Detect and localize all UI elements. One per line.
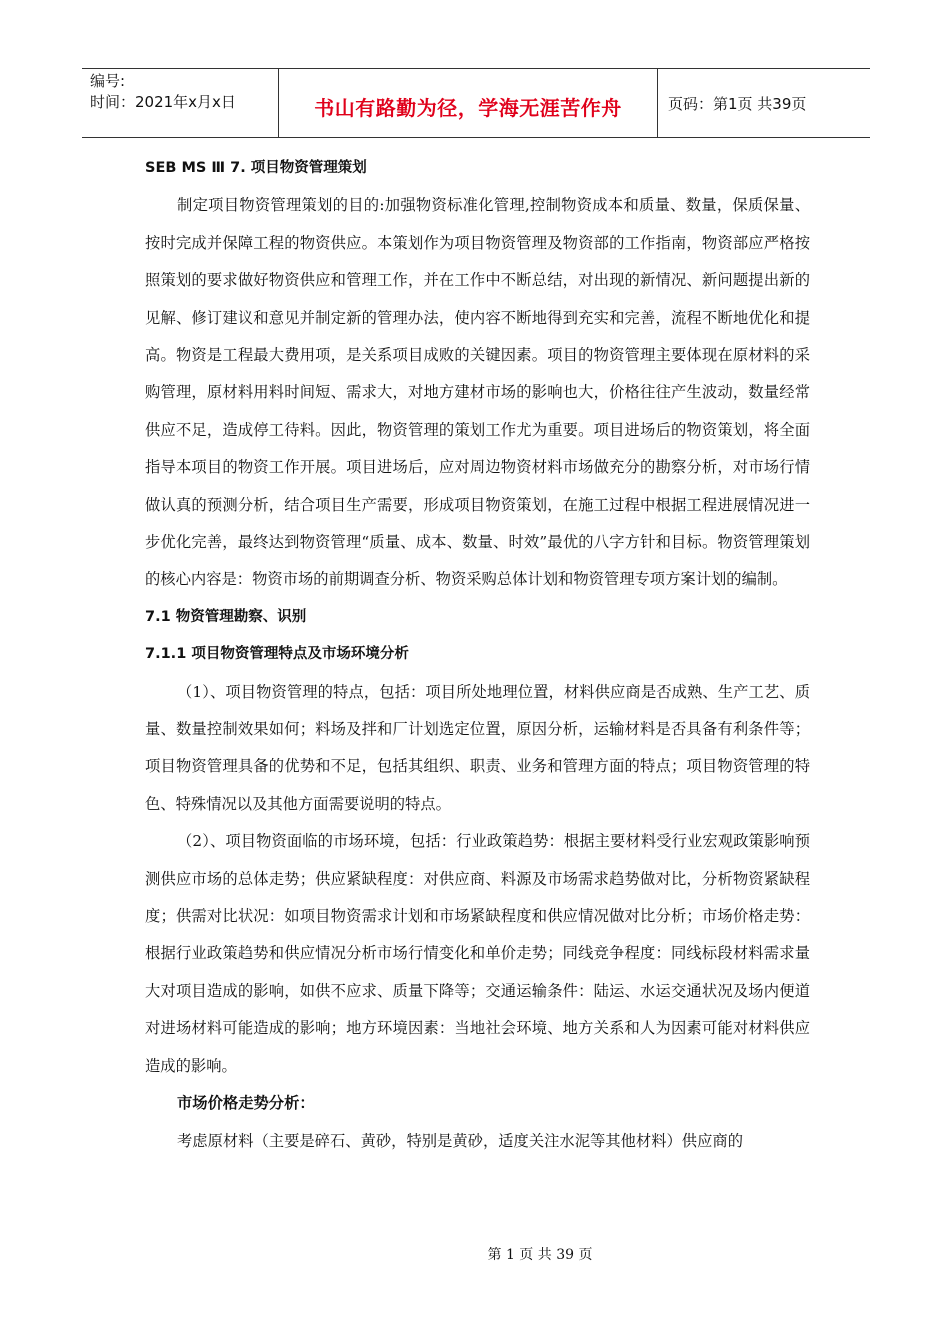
header-page-cell bbox=[658, 69, 870, 137]
market-price-subheading: 市场价格走势分析： bbox=[177, 1094, 315, 1113]
page-header bbox=[82, 68, 870, 138]
header-meta-cell bbox=[82, 69, 279, 137]
subsection-heading: 7.1.1 项目物资管理特点及市场环境分析 bbox=[145, 646, 409, 663]
header-motto-cell bbox=[279, 69, 658, 137]
intro-paragraph: 制定项目物资管理策划的目的:加强物资标准化管理,控制物资成本和质量、数量，保质保量、按时完成并保障工程的物资供应。本策划作为项目物资管理及物资部的工作指南，物资部应严格按照策划的要求做好物资供应和管理工作，并在工作中不断总结，对出现的新情况、新问题提出新的见解、修订建议和意见并制定新的管理办法，使内容不断地得到充实和完善，流程不断地优化和提高。物资是工程最大费用项，是关系项目成败的关键因素。项目的物资管理主要体现在原材料的采购管理，原材料用料时间短、需求大，对地方建材市场的影响也大，价格往往产生波动，数量经常供应不足，造成停工待料。因此，物资管理的策划工作尤为重要。项目进场后的物资策划，将全面指导本项目的物资工作开展。项目进场后，应对周边物资材料市场做充分的勘察分析，对市场行情做认真的预测分析，结合项目生产需要，形成项目物资策划，在施工过程中根据工程进展情况进一步优化完善，最终达到物资管理“质量、成本、数量、时效”最优的八字方针和目标。物资管理策划的核心内容是：物资市场的前期调查分析、物资采购总体计划和物资管理专项方案计划的编制。 bbox=[145, 196, 810, 589]
number-label: 编号: bbox=[90, 72, 126, 90]
date-label: 时间：2021年x月x日 bbox=[90, 93, 236, 111]
page-footer: 第 1 页 共 39 页 bbox=[487, 1247, 593, 1263]
paragraph-market: （2）、项目物资面临的市场环境，包括：行业政策趋势：根据主要材料受行业宏观政策影响预测供应市场的总体走势；供应紧缺程度：对供应商、料源及市场需求趋势做对比，分析物资紧缺程度；供需对比状况：如项目物资需求计划和市场紧缺程度和供应情况做对比分析；市场价格走势：根据行业政策趋势和供应情况分析市场行情变化和单价走势；同线竞争程度：同线标段材料需求量大对项目造成的影响，如供不应求、质量下降等；交通运输条件：陆运、水运交通状况及场内便道对进场材料可能造成的影响；地方环境因素：当地社会环境、地方关系和人为因素可能对材料供应造成的影响。 bbox=[145, 832, 810, 1075]
paragraph-features: （1）、项目物资管理的特点，包括：项目所处地理位置，材料供应商是否成熟、生产工艺、质量、数量控制效果如何；料场及拌和厂计划选定位置，原因分析，运输材料是否具备有利条件等；项目物资管理具备的优势和不足，包括其组织、职责、业务和管理方面的特点；项目物资管理的特色、特殊情况以及其他方面需要说明的特点。 bbox=[145, 682, 810, 813]
motto-text: 书山有路勤为径，学海无涯苦作舟 bbox=[314, 95, 622, 120]
paragraph-price-analysis: 考虑原材料（主要是碎石、黄砂，特别是黄砂，适度关注水泥等其他材料）供应商的 bbox=[177, 1131, 743, 1150]
page-label: 页码：第1页 共39页 bbox=[668, 94, 807, 113]
document-body bbox=[145, 150, 810, 1160]
section-heading: 7.1 物资管理勘察、识别 bbox=[145, 608, 307, 625]
document-title: SEB MS Ⅲ 7. 项目物资管理策划 bbox=[145, 160, 367, 176]
